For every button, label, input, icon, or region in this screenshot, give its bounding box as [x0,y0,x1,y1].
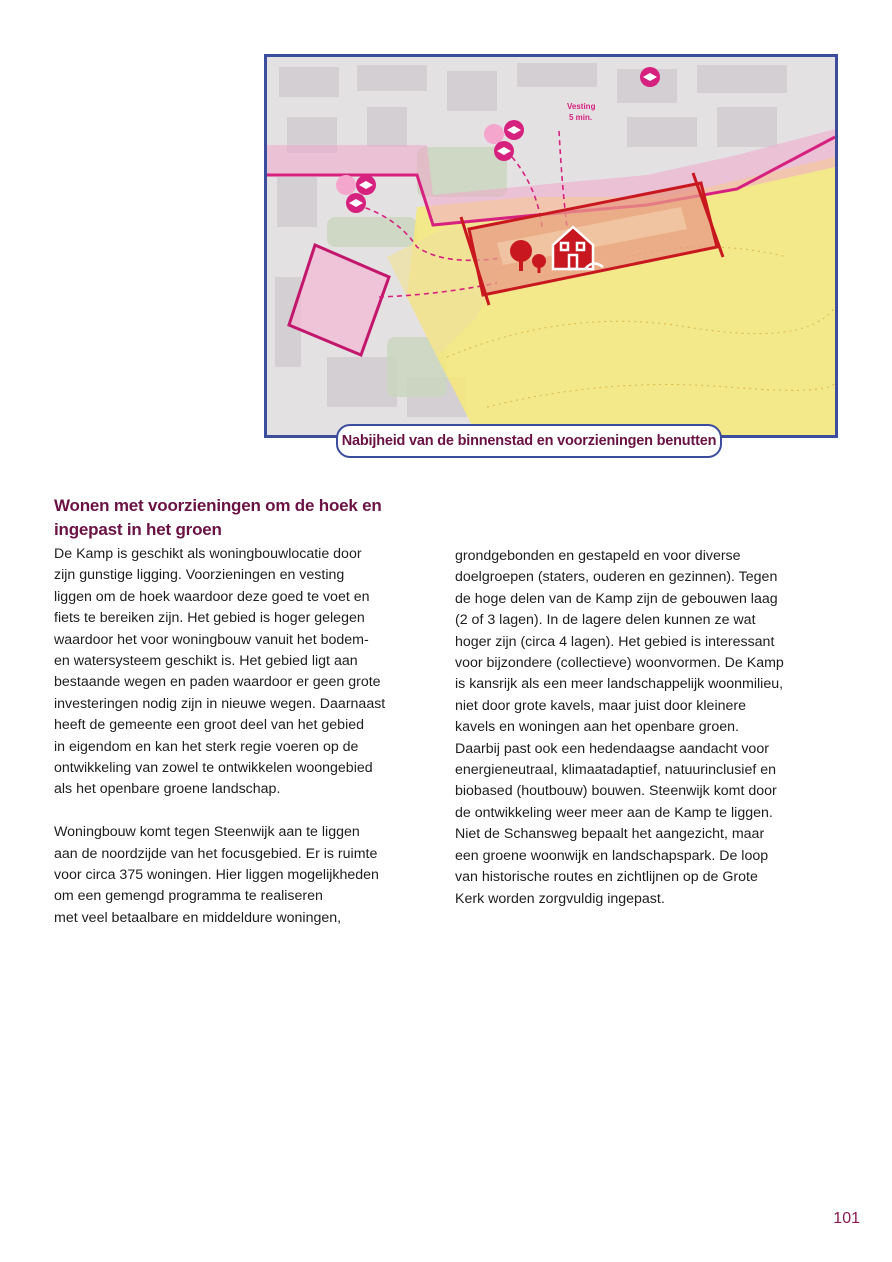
body-text-line: fiets te bereiken zijn. Het gebied is hoger gelegen [54,610,365,627]
article-heading-line: ingepast in het groen [54,520,222,539]
body-text-line: de ontwikkeling weer meer aan de Kamp te liggen. [455,804,773,821]
vesting-label: Vesting [567,102,596,111]
body-text-line: biobased (houtbouw) bouwen. Steenwijk komt door [455,783,777,800]
vesting-time-label: 5 min. [569,113,593,122]
paragraph-gap [54,801,444,822]
article-heading-line: Wonen met voorzieningen om de hoek en [54,496,382,515]
body-text-line: Daarbij past ook een hedendaagse aandacht voor [455,740,769,757]
body-text-line: doelgroepen (staters, ouderen en gezinnen). Tegen [455,569,778,586]
body-text-line: ontwikkeling van zowel te ontwikkelen woongebied [54,760,373,777]
page-number: 101 [833,1210,860,1227]
right-text-column [455,546,845,910]
article-heading [54,494,434,542]
body-text-line: investeringen nodig zijn in nieuwe wegen. Daarnaast [54,695,386,712]
body-text-line: grondgebonden en gestapeld en voor diverse [455,548,741,564]
body-text-line: om een gemengd programma te realiseren [54,888,323,905]
body-text-line: als het openbare groene landschap. [54,781,281,798]
body-text-line: (2 of 3 lagen). In de lagere delen kunnen ze wat [455,612,756,629]
map-illustration [267,57,835,435]
body-text-line: voor circa 375 woningen. Hier liggen mogelijkheden [54,867,379,884]
left-text-column [54,544,444,929]
body-text-line: Woningbouw komt tegen Steenwijk aan te liggen [54,824,360,841]
body-text-line: liggen om de hoek waardoor deze goed te voet en [54,588,370,605]
body-text-line: hoger zijn (circa 4 lagen). Het gebied is interessant [455,633,775,650]
body-text-line: De Kamp is geschikt als woningbouwlocatie door [54,546,362,562]
body-text-line: Kerk worden zorgvuldig ingepast. [455,890,665,907]
body-text-line: in eigendom en kan het sterk regie voeren op de [54,738,359,755]
map-caption: Nabijheid van de binnenstad en voorzieningen benutten [336,424,722,458]
body-text-line: met veel betaalbare en middeldure woningen, [54,909,342,926]
body-text-line: en watersysteem geschikt is. Het gebied ligt aan [54,653,358,670]
body-text-line: kavels en woningen aan het openbare groen. [455,719,739,736]
body-text-line: aan de noordzijde van het focusgebied. Er is ruimte [54,845,378,862]
body-text-line: een groene woonwijk en landschapspark. De loop [455,847,769,864]
body-text-line: bestaande wegen en paden waardoor er geen grote [54,674,381,691]
body-text-line: is kansrijk als een meer landschappelijk woonmilieu, [455,676,784,693]
body-text-line: van historische routes en zichtlijnen op de Grote [455,869,758,886]
body-text-line: niet door grote kavels, maar juist door kleinere [455,697,746,714]
body-text-line: waardoor het voor woningbouw vanuit het bodem- [54,631,369,648]
body-text-line: de hoge delen van de Kamp zijn de gebouwen laag [455,590,778,607]
map-figure [264,54,838,438]
body-text-line: voor bijzondere (collectieve) woonvormen. De Kamp [455,655,784,672]
body-text-line: Niet de Schansweg bepaalt het aangezicht, maar [455,826,765,843]
body-text-line: energieneutraal, klimaatadaptief, natuurinclusief en [455,762,776,779]
body-text-line: zijn gunstige ligging. Voorzieningen en vesting [54,567,345,584]
body-text-line: heeft de gemeente een groot deel van het gebied [54,717,365,734]
